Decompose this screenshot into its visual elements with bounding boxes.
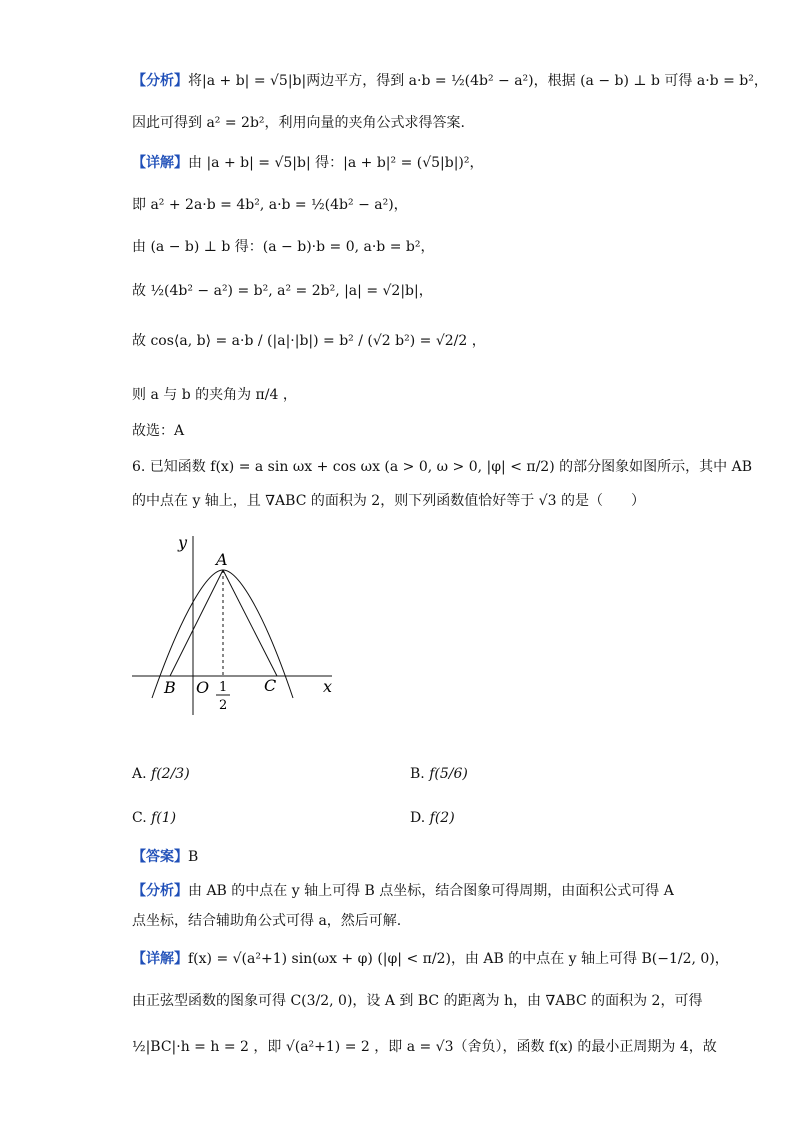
detail2-tag: 【详解】: [132, 951, 188, 967]
detail2-line-3: [132, 1036, 717, 1058]
detail-text: 由 |a + b| = √5|b| 得：|a + b|² = (√5|b|)²，: [188, 155, 484, 171]
option-b[interactable]: [410, 766, 468, 782]
option-a-value: f(2/3): [151, 766, 190, 782]
detail-text: 即 a² + 2a·b = 4b², a·b = ½(4b² − a²)，: [132, 197, 408, 213]
detail-line-2: [132, 194, 408, 216]
analysis2-line-1: [132, 880, 674, 902]
detail2-text: 由正弦型函数的图象可得 C(3/2, 0)，设 A 到 BC 的距离为 h，由 ∇ABC 的面积为 2，可得: [132, 993, 703, 1009]
option-d-label: D.: [410, 810, 426, 826]
question-text: 的中点在 y 轴上，且 ∇ABC 的面积为 2，则下列函数值恰好等于 √3 的是（ ）: [132, 493, 645, 509]
analysis-line-1: [132, 70, 768, 92]
option-a-label: A.: [132, 766, 147, 782]
detail-text: 由 (a − b) ⊥ b 得：(a − b)·b = 0, a·b = b²，: [132, 239, 435, 255]
analysis2-text: 点坐标，结合辅助角公式可得 a，然后可解.: [132, 913, 402, 929]
origin-label: O: [196, 678, 210, 697]
option-a[interactable]: [132, 766, 190, 782]
point-a-label: A: [216, 550, 228, 569]
answer-tag: 【答案】: [132, 849, 188, 865]
detail2-line-1: [132, 948, 729, 970]
option-c-label: C.: [132, 810, 147, 826]
detail-line-4: [132, 280, 433, 302]
segment-ab: [170, 570, 223, 676]
x-label: x: [323, 677, 333, 696]
half-numerator: 1: [219, 680, 228, 695]
choice-line: [132, 420, 184, 442]
question-6-line-1: [132, 456, 752, 478]
segment-ac: [223, 570, 277, 676]
detail2-text: f(x) = √(a²+1) sin(ωx + φ) (|φ| < π/2)，由 AB 的中点在 y 轴上可得 B(−1/2, 0)，: [188, 951, 729, 967]
question-6-line-2: [132, 490, 645, 512]
option-b-value: f(5/6): [429, 766, 468, 782]
detail-line-6: [132, 384, 297, 406]
point-c-label: C: [264, 676, 277, 695]
analysis2-text: 由 AB 的中点在 y 轴上可得 B 点坐标，结合图象可得周期，由面积公式可得 A: [188, 883, 674, 899]
analysis-tag: 【分析】: [132, 73, 188, 89]
choice-text: 故选：A: [132, 423, 185, 439]
detail-line-5: [132, 330, 486, 352]
option-c-value: f(1): [151, 810, 177, 826]
detail-text: 故 cos⟨a, b⟩ = a·b / (|a|·|b|) = b² / (√2 b²) = √2/2 ，: [132, 333, 486, 349]
detail2-text: ½|BC|·h = h = 2 ，即 √(a²+1) = 2 ，即 a = √3（舍负），函数 f(x) 的最小正周期为 4，故: [132, 1039, 717, 1055]
detail2-line-2: [132, 990, 702, 1012]
detail-tag: 【详解】: [132, 155, 188, 171]
analysis2-tag: 【分析】: [132, 883, 188, 899]
option-c[interactable]: [132, 810, 176, 826]
option-b-label: B.: [410, 766, 425, 782]
analysis-line-2: [132, 112, 465, 134]
y-label: y: [178, 533, 188, 552]
option-d-value: f(2): [429, 810, 455, 826]
analysis-text: 将|a + b| = √5|b|两边平方，得到 a·b = ½(4b² − a²)，根据 (a − b) ⊥ b 可得 a·b = b²，: [188, 73, 768, 89]
detail-line-1: [132, 152, 484, 174]
question-text: 6. 已知函数 f(x) = a sin ωx + cos ωx (a > 0, ω > 0, |φ| < π/2) 的部分图象如图所示，其中 AB: [132, 459, 752, 475]
function-graph: [130, 530, 350, 730]
half-denominator: 2: [219, 698, 228, 713]
option-d[interactable]: [410, 810, 455, 826]
answer-text: B: [188, 849, 199, 865]
analysis-text: 因此可得到 a² = 2b²，利用向量的夹角公式求得答案.: [132, 115, 465, 131]
answer-line: [132, 846, 198, 868]
detail-line-3: [132, 236, 434, 258]
analysis2-line-2: [132, 910, 401, 932]
detail-text: 故 ½(4b² − a²) = b², a² = 2b², |a| = √2|b|，: [132, 283, 433, 299]
detail-text: 则 a 与 b 的夹角为 π/4 ，: [132, 387, 297, 403]
point-b-label: B: [164, 678, 176, 697]
